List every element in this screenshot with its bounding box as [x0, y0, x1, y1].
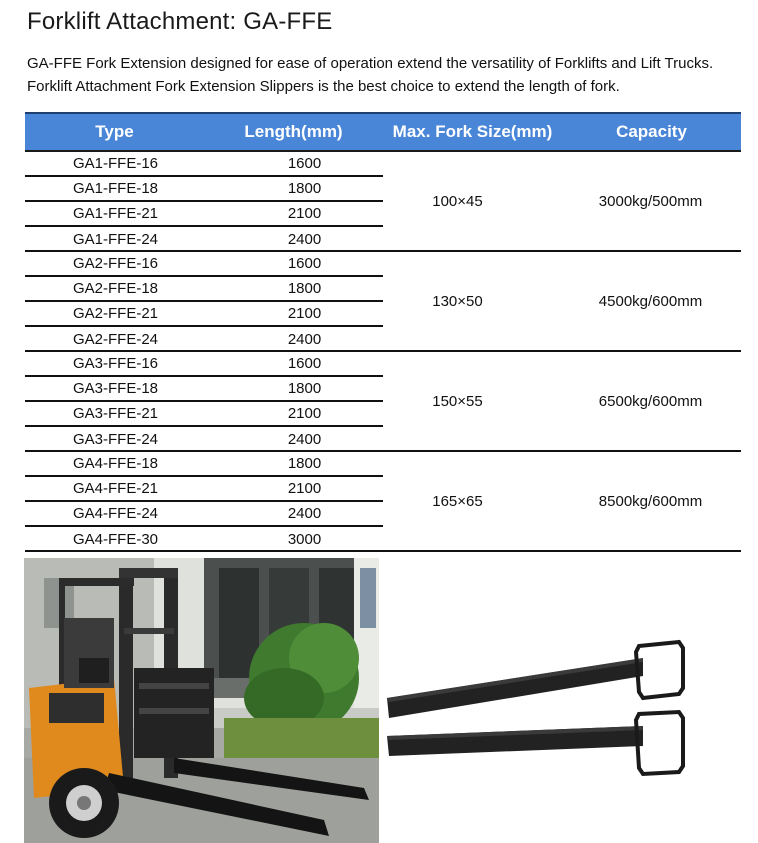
table-row [25, 452, 383, 477]
length-cell: 1600 [287, 155, 322, 172]
column-header-fork-size: Max. Fork Size(mm) [392, 122, 553, 141]
table-row [25, 202, 383, 227]
table-group [25, 352, 741, 452]
table-row [25, 177, 383, 202]
length-cell: 2100 [287, 480, 322, 497]
type-cell: GA3-FFE-24 [73, 431, 159, 448]
length-cell: 1800 [287, 180, 322, 197]
table-row [25, 502, 383, 527]
length-cell: 2400 [287, 231, 322, 248]
length-cell: 3000 [287, 531, 322, 548]
table-row [25, 527, 383, 552]
fork-size-cell: 165×65 [432, 492, 483, 510]
length-cell: 2400 [287, 331, 322, 348]
length-cell: 1800 [287, 455, 322, 472]
capacity-cell: 3000kg/500mm [598, 192, 703, 210]
product-description: GA-FFE Fork Extension designed for ease of operation extend the versatility of Forklifts and Lift Trucks. Forklift Attachment Fork Extension Slippers is the best choice to extend the length of fork. [27, 55, 714, 95]
type-cell: GA3-FFE-16 [73, 355, 159, 372]
capacity-cell: 6500kg/600mm [598, 392, 703, 410]
table-row [25, 352, 383, 377]
table-row [25, 402, 383, 427]
length-cell: 1600 [287, 255, 322, 272]
type-cell: GA1-FFE-24 [73, 231, 159, 248]
length-cell: 2100 [287, 305, 322, 322]
column-header-capacity: Capacity [616, 122, 687, 141]
type-cell: GA2-FFE-16 [73, 255, 159, 272]
product-photos [24, 558, 740, 843]
type-cell: GA2-FFE-18 [73, 280, 159, 297]
fork-size-cell: 150×55 [432, 392, 483, 410]
type-cell: GA1-FFE-21 [73, 205, 159, 222]
type-cell: GA2-FFE-21 [73, 305, 159, 322]
length-cell: 1600 [287, 355, 322, 372]
table-row [25, 152, 383, 177]
type-cell: GA1-FFE-18 [73, 180, 159, 197]
type-cell: GA4-FFE-21 [73, 480, 159, 497]
length-cell: 1800 [287, 280, 322, 297]
table-row [25, 277, 383, 302]
length-cell: 1800 [287, 380, 322, 397]
table-row [25, 477, 383, 502]
table-header [25, 112, 741, 152]
length-cell: 2100 [287, 405, 322, 422]
length-cell: 2100 [287, 205, 322, 222]
table-group [25, 252, 741, 352]
type-cell: GA1-FFE-16 [73, 155, 159, 172]
fork-size-cell: 100×45 [432, 192, 483, 210]
type-cell: GA4-FFE-30 [73, 531, 159, 548]
capacity-cell: 4500kg/600mm [598, 292, 703, 310]
table-row [25, 302, 383, 327]
type-cell: GA4-FFE-18 [73, 455, 159, 472]
column-header-length: Length(mm) [244, 122, 343, 141]
spec-table [25, 112, 741, 552]
type-cell: GA3-FFE-21 [73, 405, 159, 422]
table-row [25, 227, 383, 252]
type-cell: GA2-FFE-24 [73, 331, 159, 348]
table-row [25, 377, 383, 402]
table-group [25, 452, 741, 552]
fork-size-cell: 130×50 [432, 292, 483, 310]
table-row [25, 252, 383, 277]
type-cell: GA4-FFE-24 [73, 505, 159, 522]
type-cell: GA3-FFE-18 [73, 380, 159, 397]
column-header-type: Type [95, 122, 134, 141]
length-cell: 2400 [287, 431, 322, 448]
table-group [25, 152, 741, 252]
table-row [25, 427, 383, 452]
capacity-cell: 8500kg/600mm [598, 492, 703, 510]
fork-extension-photo [381, 558, 740, 843]
forklift-photo [24, 558, 379, 843]
table-row [25, 327, 383, 352]
page-title: Forklift Attachment: GA-FFE [27, 8, 333, 35]
length-cell: 2400 [287, 505, 322, 522]
